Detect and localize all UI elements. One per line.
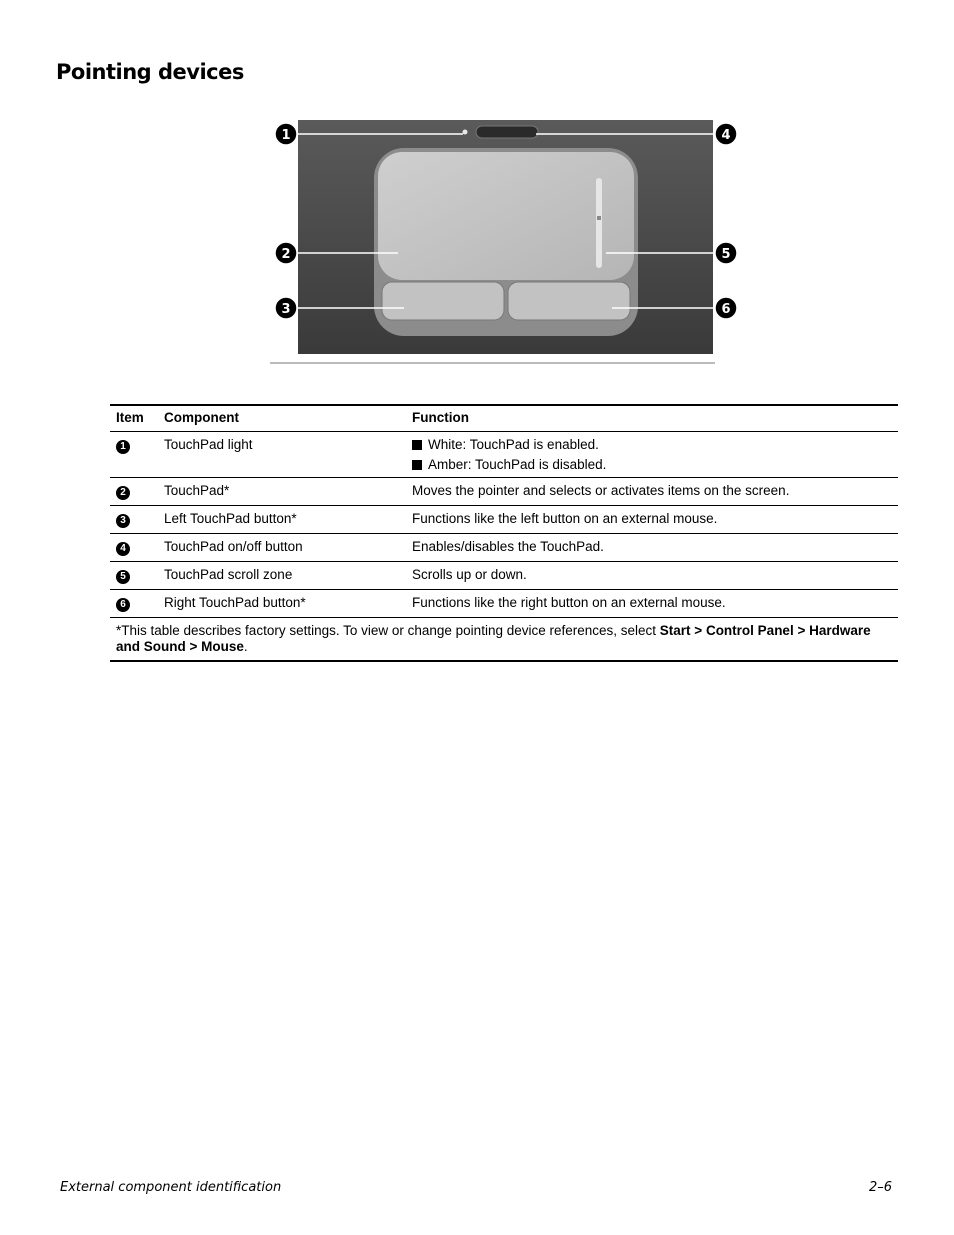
footnote-menu-path: Start > Control Panel > Hardware and Sound > Mouse: [116, 623, 871, 654]
bullet-square-icon: [412, 440, 422, 450]
touchpad-onoff-button: [476, 126, 538, 138]
header-component: Component: [158, 405, 406, 432]
component-cell: TouchPad on/off button: [158, 534, 406, 562]
function-line: Amber: TouchPad is disabled.: [428, 457, 607, 472]
item-number-badge: 2: [116, 486, 130, 500]
function-line: White: TouchPad is enabled.: [428, 437, 599, 452]
footer-section-title: External component identification: [60, 1180, 282, 1195]
component-cell: TouchPad*: [158, 478, 406, 506]
svg-text:3: 3: [281, 302, 291, 317]
function-cell: Enables/disables the TouchPad.: [406, 534, 898, 562]
table-row: [110, 506, 898, 534]
callout-6: [715, 297, 737, 319]
touchpad-scroll-zone: [596, 178, 602, 268]
item-number-badge: 3: [116, 514, 130, 528]
function-cell: Scrolls up or down.: [406, 562, 898, 590]
svg-text:6: 6: [721, 302, 731, 317]
touchpad-figure: [268, 112, 748, 372]
item-number-badge: 1: [116, 440, 130, 454]
item-number-badge: 4: [116, 542, 130, 556]
table-header-row: [110, 405, 898, 432]
callout-4: [715, 123, 737, 145]
function-cell: Functions like the left button on an external mouse.: [406, 506, 898, 534]
table-footnote-row: [110, 618, 898, 662]
component-cell: Right TouchPad button*: [158, 590, 406, 618]
left-touchpad-button: [382, 282, 504, 320]
svg-text:2: 2: [281, 247, 291, 262]
table-row: [110, 534, 898, 562]
touchpad-surface: [378, 152, 634, 280]
bullet-square-icon: [412, 460, 422, 470]
svg-text:4: 4: [721, 128, 731, 143]
table-row: [110, 590, 898, 618]
touchpad-light: [463, 130, 468, 135]
callout-2: [275, 242, 297, 264]
function-cell: Functions like the right button on an external mouse.: [406, 590, 898, 618]
components-table: [110, 404, 898, 662]
component-cell: TouchPad scroll zone: [158, 562, 406, 590]
function-cell: [406, 432, 898, 478]
header-function: Function: [406, 405, 898, 432]
footer-page-number: 2–6: [868, 1180, 892, 1195]
header-item: Item: [110, 405, 158, 432]
table-row: [110, 562, 898, 590]
svg-text:1: 1: [281, 128, 291, 143]
page-title: Pointing devices: [56, 60, 244, 84]
right-touchpad-button: [508, 282, 630, 320]
table-row: [110, 432, 898, 478]
component-cell: TouchPad light: [158, 432, 406, 478]
callout-3: [275, 297, 297, 319]
function-cell: Moves the pointer and selects or activates items on the screen.: [406, 478, 898, 506]
table-row: [110, 478, 898, 506]
callout-1: [275, 123, 297, 145]
component-cell: Left TouchPad button*: [158, 506, 406, 534]
callout-5: [715, 242, 737, 264]
item-number-badge: 6: [116, 598, 130, 612]
svg-text:5: 5: [721, 247, 731, 262]
table-footnote: *This table describes factory settings. To view or change pointing device references, select Start > Control Panel > Hardware and Sound > Mouse.: [110, 618, 898, 662]
item-number-badge: 5: [116, 570, 130, 584]
